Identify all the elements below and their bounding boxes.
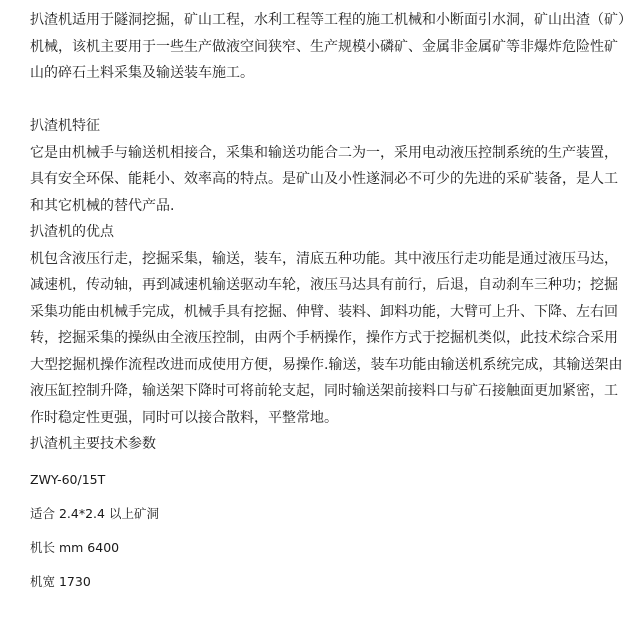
spec-tunnel-size: 适合 2.4*2.4 以上矿洞 [30,505,159,521]
features-paragraph: 它是由机械手与输送机相接合，采集和输送功能合二为一，采用电动液压控制系统的生产装置，具有安全环保、能耗小、效率高的特点。是矿山及小性遂洞必不可少的先进的采矿装备，是人工和其它机械的替代产品. [30,144,618,214]
spec-width: 机宽 1730 [30,573,91,589]
advantages-heading: 扒渣机的优点 [30,224,114,240]
features-heading: 扒渣机特征 [30,118,100,134]
intro-paragraph: 扒渣机适用于隧洞挖掘，矿山工程，水利工程等工程的施工机械和小断面引水洞，矿山出渣（矿）机械，该机主要用于一些生产做液空间狭窄、生产规模小磷矿、金属非金属矿等非爆炸危险性矿山的碎石土料采集及输送装车施工。 [30,12,625,81]
spec-length: 机长 mm 6400 [30,539,120,555]
advantages-paragraph: 机包含液压行走，挖掘采集，输送，装车，清底五种功能。其中液压行走功能是通过液压马达，减速机，传动轴，再到减速机输送驱动车轮，液压马达具有前行，后退，自动刹车三种功；挖掘采集功能由机械手完成，机械手具有挖掘、伸臂、装料、卸料功能，大臂可上升、下降、左右回转，挖掘采集的操纵由全液压控制，由两个手柄操作，操作方式于挖掘机类似，此技术综合采用大型挖掘机操作流程改进而成使用方便，易操作.输送，装车功能由输送机系统完成，其输送架由液压缸控制升降，输送架下降时可将前轮支起，同时输送架前接料口与矿石接触面更加紧密，工作时稳定性更强，同时可以接合散料，平整常地。 [30,250,623,426]
article [30,7,626,592]
spec-model: ZWY-60/15T [30,471,106,487]
specs-heading: 扒渣机主要技术参数 [30,436,156,452]
